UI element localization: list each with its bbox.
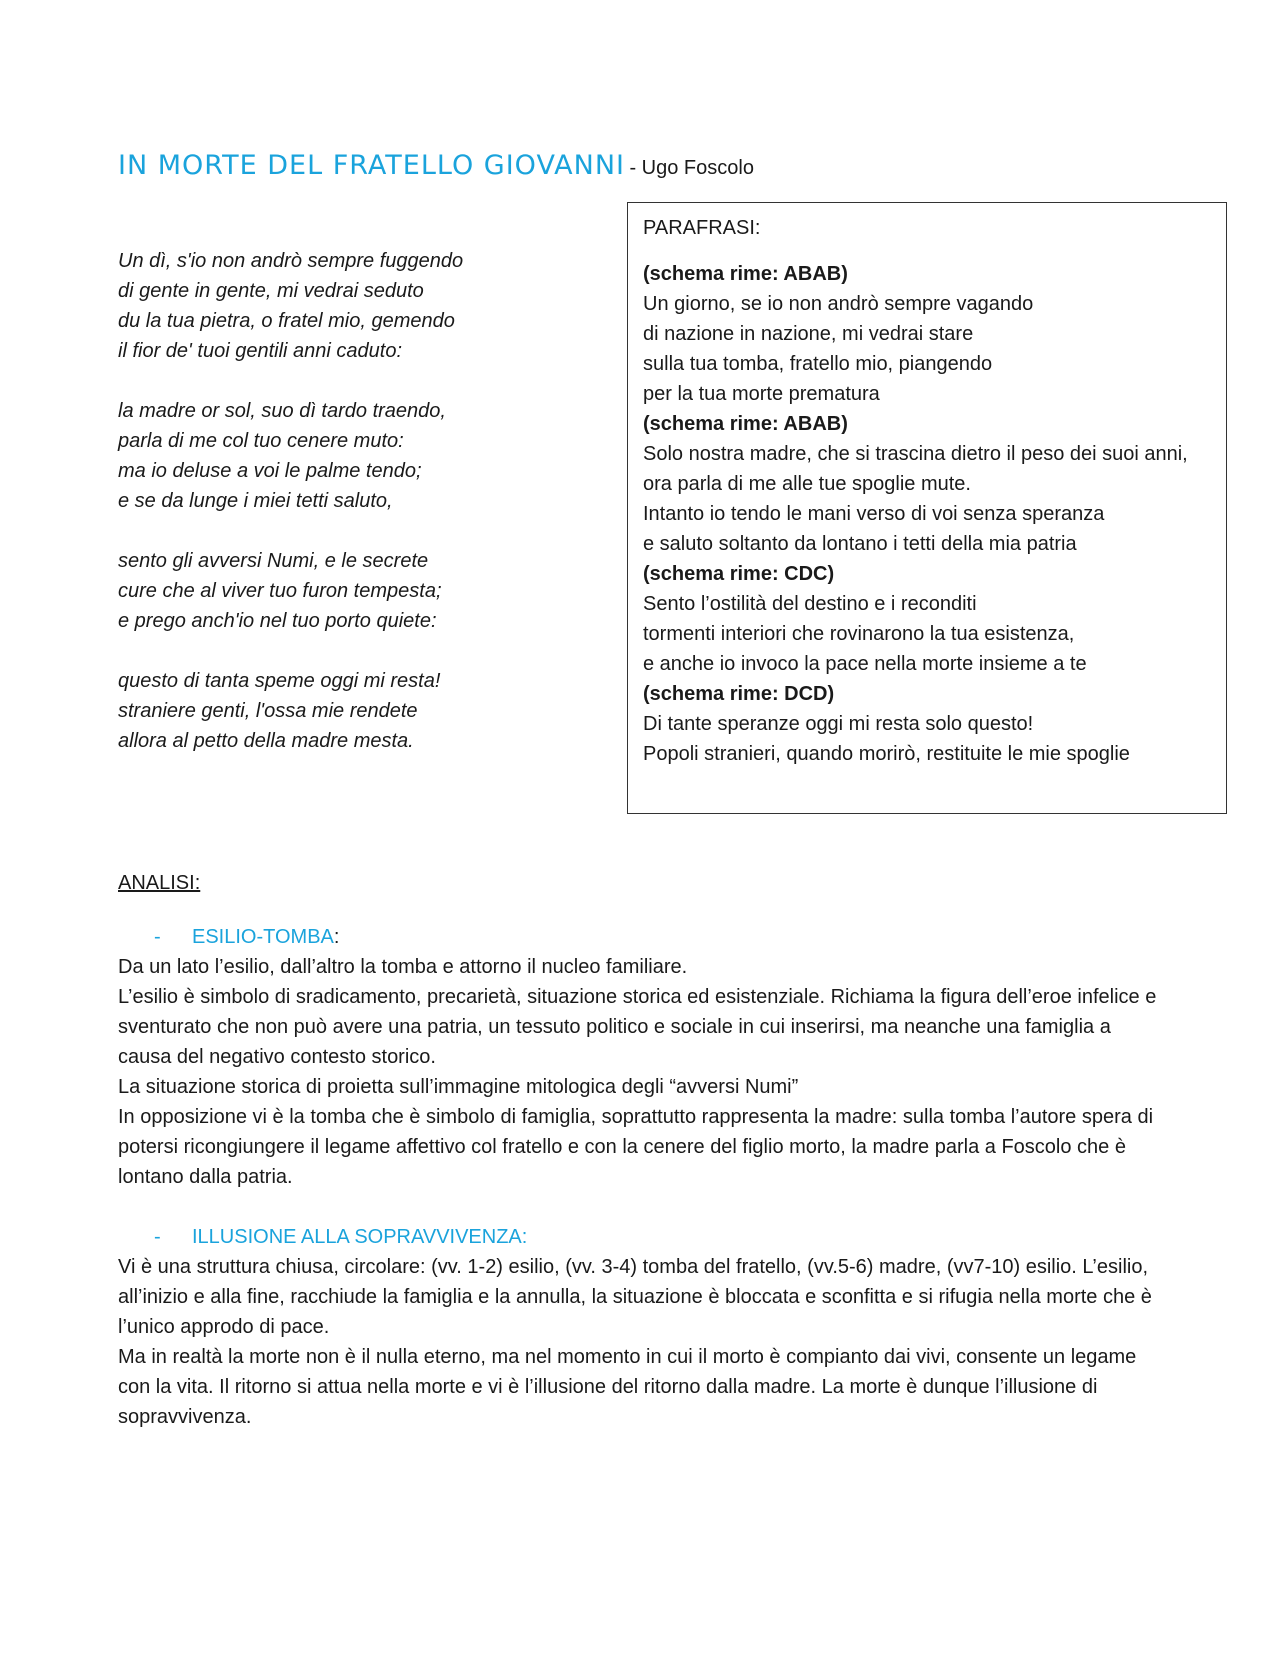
poem-line: parla di me col tuo cenere muto:	[118, 430, 404, 452]
rhyme-scheme: (schema rime: ABAB)	[643, 263, 848, 285]
section-heading: ILLUSIONE ALLA SOPRAVVIVENZA:	[192, 1226, 528, 1248]
poem-line: questo di tanta speme oggi mi resta!	[118, 670, 441, 692]
paragraph: Vi è una struttura chiusa, circolare: (vv. 1-2) esilio, (vv. 3-4) tomba del fratello, (vv.5-6) madre, (vv7-10) esilio. L’esilio, all’inizio e alla fine, racchiude la famiglia e la annulla, la situazione è bloccata e sconfitta e si rifugia nella morte che è l’unico approdo di pace.	[118, 1256, 1152, 1338]
poem-line: e se da lunge i miei tetti saluto,	[118, 490, 393, 512]
poem-text	[118, 246, 598, 786]
poem-line: di gente in gente, mi vedrai seduto	[118, 280, 424, 302]
parafrasi-title: PARAFRASI:	[643, 217, 761, 239]
document-title: IN MORTE DEL FRATELLO GIOVANNI	[118, 150, 626, 181]
parafrasi-text-box	[627, 202, 1227, 814]
poem-line: cure che al viver tuo furon tempesta;	[118, 580, 442, 602]
poem-line: il fior de' tuoi gentili anni caduto:	[118, 340, 402, 362]
poem-line: la madre or sol, suo dì tardo traendo,	[118, 400, 446, 422]
parafrasi-line: ora parla di me alle tue spoglie mute.	[643, 473, 971, 495]
parafrasi-line: Solo nostra madre, che si trascina dietro il peso dei suoi anni,	[643, 443, 1188, 465]
parafrasi-line: sulla tua tomba, fratello mio, piangendo	[643, 353, 993, 375]
paragraph: In opposizione vi è la tomba che è simbolo di famiglia, soprattutto rappresenta la madre: sulla tomba l’autore spera di potersi ricongiungere il legame affettivo col fratello e con la cenere del figlio morto, la madre parla a Foscolo che è lontano dalla patria.	[118, 1106, 1154, 1188]
poem-line: Un dì, s'io non andrò sempre fuggendo	[118, 250, 464, 272]
paragraph: Da un lato l’esilio, dall’altro la tomba e attorno il nucleo familiare.	[118, 956, 688, 978]
parafrasi-line: e anche io invoco la pace nella morte insieme a te	[643, 653, 1087, 675]
parafrasi-line: di nazione in nazione, mi vedrai stare	[643, 323, 974, 345]
analysis-section	[118, 868, 1168, 1462]
parafrasi-line: Un giorno, se io non andrò sempre vagando	[643, 293, 1034, 315]
poem-line: e prego anch'io nel tuo porto quiete:	[118, 610, 437, 632]
analysis-subsection	[118, 922, 1168, 1192]
poem-line: straniere genti, l'ossa mie rendete	[118, 700, 418, 722]
poem-stanza	[118, 246, 598, 366]
bullet-dash: -	[154, 1226, 161, 1248]
section-heading: ESILIO-TOMBA	[192, 926, 334, 948]
rhyme-scheme: (schema rime: ABAB)	[643, 413, 848, 435]
rhyme-scheme: (schema rime: CDC)	[643, 563, 835, 585]
parafrasi-line: e saluto soltanto da lontano i tetti della mia patria	[643, 533, 1077, 555]
parafrasi-line: per la tua morte prematura	[643, 383, 880, 405]
poem-stanza	[118, 666, 598, 756]
rhyme-scheme: (schema rime: DCD)	[643, 683, 835, 705]
bullet-dash: -	[154, 926, 161, 948]
analysis-label: ANALISI:	[118, 872, 201, 894]
document-header	[118, 150, 754, 181]
bullet-heading	[154, 1222, 1168, 1252]
poem-stanza	[118, 396, 598, 516]
poem-line: allora al petto della madre mesta.	[118, 730, 414, 752]
parafrasi-line: Di tante speranze oggi mi resta solo questo!	[643, 713, 1034, 735]
parafrasi-line: tormenti interiori che rovinarono la tua esistenza,	[643, 623, 1075, 645]
paragraph: L’esilio è simbolo di sradicamento, precarietà, situazione storica ed esistenziale. Richiama la figura dell’eroe infelice e sventurato che non può avere una patria, un tessuto politico e sociale in cui inserirsi, ma neanche una famiglia a causa del negativo contesto storico.	[118, 986, 1157, 1068]
parafrasi-line: Popoli stranieri, quando morirò, restituite le mie spoglie	[643, 743, 1130, 765]
analysis-subsection	[118, 1222, 1168, 1432]
heading-colon: :	[333, 926, 340, 948]
poem-line: ma io deluse a voi le palme tendo;	[118, 460, 422, 482]
poem-line: du la tua pietra, o fratel mio, gemendo	[118, 310, 455, 332]
parafrasi-line: Sento l’ostilità del destino e i reconditi	[643, 593, 977, 615]
document-author: - Ugo Foscolo	[629, 157, 754, 179]
paragraph: Ma in realtà la morte non è il nulla eterno, ma nel momento in cui il morto è compianto dai vivi, consente un legame con la vita. Il ritorno si attua nella morte e vi è l’illusione del ritorno dalla madre. La morte è dunque l’illusione di sopravvivenza.	[118, 1346, 1137, 1428]
bullet-heading	[154, 922, 1168, 952]
parafrasi-line: Intanto io tendo le mani verso di voi senza speranza	[643, 503, 1105, 525]
poem-stanza	[118, 546, 598, 636]
poem-line: sento gli avversi Numi, e le secrete	[118, 550, 429, 572]
paragraph: La situazione storica di proietta sull’immagine mitologica degli “avversi Numi”	[118, 1076, 799, 1098]
